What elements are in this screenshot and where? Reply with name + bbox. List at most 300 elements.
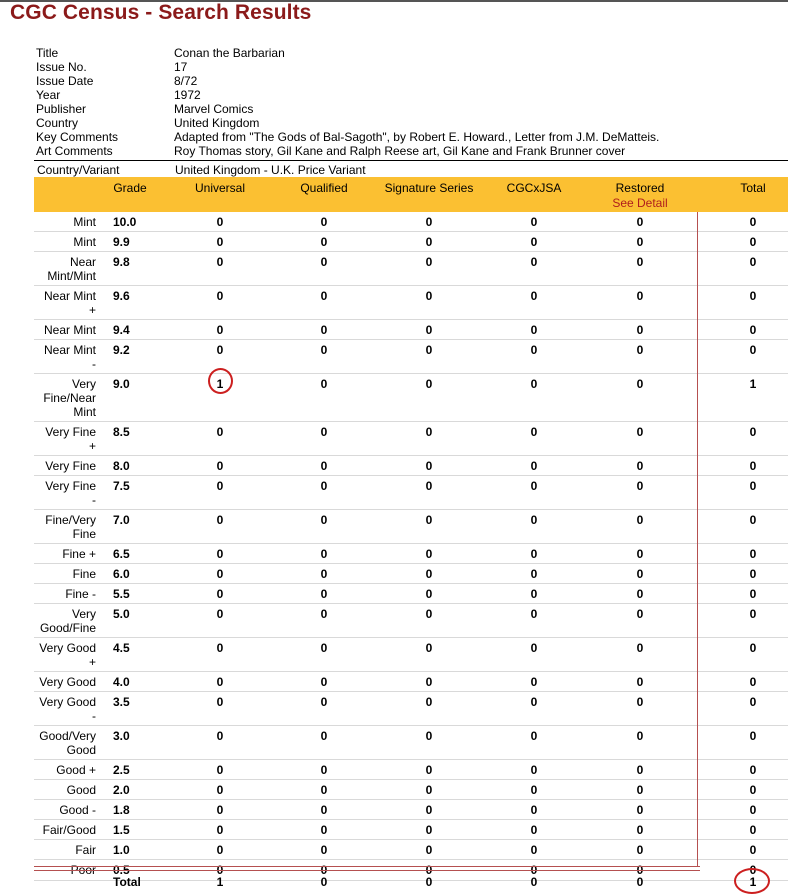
column-header-qualified: Qualified <box>300 181 348 195</box>
grade-name-line: Good <box>66 783 96 797</box>
count-signature[interactable]: 0 <box>425 513 433 527</box>
detail-value: 8/72 <box>174 74 198 88</box>
table-row <box>34 374 788 422</box>
count-qualified[interactable]: 0 <box>320 675 328 689</box>
count-restored[interactable]: 0 <box>636 729 644 743</box>
count-qualified[interactable]: 0 <box>320 459 328 473</box>
grade-name-line: Near Mint <box>43 323 96 337</box>
grade-name <box>34 215 96 229</box>
grade-name-line: Good/Fine <box>39 621 96 635</box>
grade-name-line: Mint <box>73 405 96 419</box>
detail-label: Issue Date <box>36 74 94 88</box>
table-row <box>34 422 788 456</box>
table-row <box>34 760 788 780</box>
grade-value: 1.0 <box>113 843 130 857</box>
count-universal[interactable]: 0 <box>216 763 224 777</box>
grade-name-line: Poor <box>70 863 96 877</box>
count-cgcxjsa[interactable]: 0 <box>530 675 538 689</box>
totals-row <box>34 874 788 894</box>
count-universal[interactable]: 0 <box>216 783 224 797</box>
grade-name-line: Very <box>71 607 96 621</box>
count-qualified[interactable]: 0 <box>320 729 328 743</box>
count-restored[interactable]: 0 <box>636 783 644 797</box>
grade-value: 9.6 <box>113 289 130 303</box>
total-universal[interactable]: 1 <box>216 875 224 889</box>
detail-value: Conan the Barbarian <box>174 46 285 60</box>
count-universal[interactable]: 0 <box>216 641 224 655</box>
variant-row <box>34 160 788 177</box>
count-restored[interactable]: 0 <box>636 863 644 877</box>
count-restored[interactable]: 0 <box>636 377 644 391</box>
count-universal[interactable]: 0 <box>216 343 224 357</box>
grade-name <box>34 823 96 837</box>
grade-name-line: Fine <box>72 527 96 541</box>
count-restored[interactable]: 0 <box>636 343 644 357</box>
grade-name-line: Good + <box>56 763 96 777</box>
grade-value: 9.8 <box>113 255 130 269</box>
count-universal[interactable]: 0 <box>216 547 224 561</box>
count-signature[interactable]: 0 <box>425 323 433 337</box>
count-total[interactable]: 0 <box>749 607 757 621</box>
count-universal[interactable]: 0 <box>216 567 224 581</box>
count-total[interactable]: 0 <box>749 323 757 337</box>
variant-label: Country/Variant <box>37 163 120 177</box>
count-cgcxjsa[interactable]: 0 <box>530 215 538 229</box>
count-qualified[interactable]: 0 <box>320 513 328 527</box>
count-universal[interactable]: 0 <box>216 255 224 269</box>
restored-label: Restored <box>615 181 665 195</box>
grade-name-line: Very <box>71 377 96 391</box>
count-qualified[interactable]: 0 <box>320 425 328 439</box>
count-cgcxjsa[interactable]: 0 <box>530 729 538 743</box>
count-total[interactable]: 0 <box>749 479 757 493</box>
count-cgcxjsa[interactable]: 0 <box>530 289 538 303</box>
table-row <box>34 604 788 638</box>
grade-name <box>34 843 96 857</box>
table-row <box>34 672 788 692</box>
grade-name-line: Fine/Very <box>45 513 96 527</box>
total-qualified[interactable]: 0 <box>320 875 328 889</box>
count-qualified[interactable]: 0 <box>320 479 328 493</box>
grade-name <box>34 547 96 561</box>
see-detail-link[interactable]: See Detail <box>612 196 668 210</box>
count-universal[interactable]: 0 <box>216 215 224 229</box>
count-signature[interactable]: 0 <box>425 425 433 439</box>
count-cgcxjsa[interactable]: 0 <box>530 235 538 249</box>
count-universal[interactable]: 0 <box>216 675 224 689</box>
count-restored[interactable]: 0 <box>636 675 644 689</box>
grade-name <box>34 803 96 817</box>
count-total[interactable]: 0 <box>749 235 757 249</box>
count-cgcxjsa[interactable]: 0 <box>530 459 538 473</box>
grade-name <box>34 343 96 371</box>
count-universal[interactable]: 1 <box>216 377 224 391</box>
count-total[interactable]: 0 <box>749 459 757 473</box>
grade-name-line: + <box>88 303 96 317</box>
detail-label: Issue No. <box>36 60 87 74</box>
table-row <box>34 692 788 726</box>
grade-name <box>34 459 96 473</box>
grade-name-line: Good <box>66 743 96 757</box>
count-cgcxjsa[interactable]: 0 <box>530 547 538 561</box>
table-row <box>34 820 788 840</box>
count-universal[interactable]: 0 <box>216 607 224 621</box>
grade-name <box>34 377 96 419</box>
count-cgcxjsa[interactable]: 0 <box>530 323 538 337</box>
grade-name-line: Very Fine <box>45 459 96 473</box>
grade-name-line: Fine/Near <box>43 391 96 405</box>
count-total[interactable]: 0 <box>749 255 757 269</box>
grade-value: 4.0 <box>113 675 130 689</box>
grade-name <box>34 587 96 601</box>
grade-name-line: Mint <box>73 215 96 229</box>
grade-value: 10.0 <box>113 215 137 229</box>
count-qualified[interactable]: 0 <box>320 343 328 357</box>
table-row <box>34 800 788 820</box>
grade-value: 2.0 <box>113 783 130 797</box>
count-cgcxjsa[interactable]: 0 <box>530 695 538 709</box>
page-title: CGC Census - Search Results <box>10 1 312 24</box>
count-qualified[interactable]: 0 <box>320 547 328 561</box>
count-restored[interactable]: 0 <box>636 425 644 439</box>
count-qualified[interactable]: 0 <box>320 215 328 229</box>
grade-name <box>34 567 96 581</box>
count-cgcxjsa[interactable]: 0 <box>530 863 538 877</box>
count-signature[interactable]: 0 <box>425 377 433 391</box>
grade-name-line: Fair/Good <box>42 823 96 837</box>
count-total[interactable]: 0 <box>749 289 757 303</box>
grade-name <box>34 289 96 317</box>
count-total[interactable]: 0 <box>749 513 757 527</box>
grade-name-line: - <box>92 357 96 371</box>
count-qualified[interactable]: 0 <box>320 607 328 621</box>
census-table-body <box>34 212 788 881</box>
count-universal[interactable]: 0 <box>216 459 224 473</box>
count-qualified[interactable]: 0 <box>320 235 328 249</box>
count-universal[interactable]: 0 <box>216 863 224 877</box>
count-cgcxjsa[interactable]: 0 <box>530 377 538 391</box>
detail-label: Art Comments <box>36 144 113 158</box>
count-signature[interactable]: 0 <box>425 729 433 743</box>
count-restored[interactable]: 0 <box>636 823 644 837</box>
table-row <box>34 252 788 286</box>
count-universal[interactable]: 0 <box>216 235 224 249</box>
count-universal[interactable]: 0 <box>216 513 224 527</box>
grade-name <box>34 763 96 777</box>
count-cgcxjsa[interactable]: 0 <box>530 425 538 439</box>
count-qualified[interactable]: 0 <box>320 863 328 877</box>
grade-name <box>34 425 96 453</box>
count-total[interactable]: 0 <box>749 343 757 357</box>
detail-value: Marvel Comics <box>174 102 254 116</box>
grade-name-line: Very Good <box>39 695 96 709</box>
count-total[interactable]: 0 <box>749 641 757 655</box>
grade-name <box>34 323 96 337</box>
count-restored[interactable]: 0 <box>636 215 644 229</box>
count-qualified[interactable]: 0 <box>320 377 328 391</box>
count-total[interactable]: 0 <box>749 675 757 689</box>
table-row <box>34 638 788 672</box>
count-total[interactable]: 1 <box>749 377 757 391</box>
count-restored[interactable]: 0 <box>636 513 644 527</box>
detail-label: Publisher <box>36 102 87 116</box>
grade-name <box>34 255 96 283</box>
count-signature[interactable]: 0 <box>425 479 433 493</box>
count-restored[interactable]: 0 <box>636 479 644 493</box>
grade-name-line: Near Mint <box>43 343 96 357</box>
count-signature[interactable]: 0 <box>425 803 433 817</box>
count-cgcxjsa[interactable]: 0 <box>530 823 538 837</box>
count-total[interactable]: 0 <box>749 547 757 561</box>
grade-name <box>34 513 96 541</box>
count-total[interactable]: 0 <box>749 763 757 777</box>
count-signature[interactable]: 0 <box>425 763 433 777</box>
table-row <box>34 544 788 564</box>
grade-name-line: Fine + <box>62 547 96 561</box>
table-row <box>34 340 788 374</box>
grade-name <box>34 607 96 635</box>
table-row <box>34 320 788 340</box>
count-qualified[interactable]: 0 <box>320 843 328 857</box>
grade-name <box>34 235 96 249</box>
count-total[interactable]: 0 <box>749 823 757 837</box>
count-qualified[interactable]: 0 <box>320 803 328 817</box>
grade-value: 1.5 <box>113 823 130 837</box>
count-restored[interactable]: 0 <box>636 547 644 561</box>
grade-value: 9.2 <box>113 343 130 357</box>
count-restored[interactable]: 0 <box>636 695 644 709</box>
grade-value: 1.8 <box>113 803 130 817</box>
count-cgcxjsa[interactable]: 0 <box>530 513 538 527</box>
count-total[interactable]: 0 <box>749 695 757 709</box>
column-header-cgcxjsa: CGCxJSA <box>506 181 562 195</box>
count-signature[interactable]: 0 <box>425 459 433 473</box>
grade-name <box>34 783 96 797</box>
count-universal[interactable]: 0 <box>216 803 224 817</box>
count-cgcxjsa[interactable]: 0 <box>530 783 538 797</box>
total-signature[interactable]: 0 <box>425 875 433 889</box>
table-row <box>34 584 788 604</box>
grade-name-line: Fair <box>75 843 96 857</box>
table-row <box>34 232 788 252</box>
grade-value: 6.5 <box>113 547 130 561</box>
table-row <box>34 476 788 510</box>
total-separator <box>34 866 700 871</box>
count-cgcxjsa[interactable]: 0 <box>530 607 538 621</box>
variant-value: United Kingdom - U.K. Price Variant <box>175 163 366 177</box>
grade-name-line: Good - <box>59 803 96 817</box>
table-row <box>34 286 788 320</box>
count-cgcxjsa[interactable]: 0 <box>530 763 538 777</box>
count-qualified[interactable]: 0 <box>320 587 328 601</box>
column-header-total: Total <box>740 181 766 195</box>
grade-name <box>34 641 96 669</box>
count-total[interactable]: 0 <box>749 863 757 877</box>
detail-label: Title <box>36 46 59 60</box>
grade-name <box>34 675 96 689</box>
count-restored[interactable]: 0 <box>636 255 644 269</box>
grade-value: 0.5 <box>113 863 130 877</box>
count-universal[interactable]: 0 <box>216 587 224 601</box>
count-qualified[interactable]: 0 <box>320 763 328 777</box>
count-qualified[interactable]: 0 <box>320 289 328 303</box>
total-cgcxjsa[interactable]: 0 <box>530 875 538 889</box>
grade-name-line: Mint/Mint <box>47 269 96 283</box>
count-restored[interactable]: 0 <box>636 843 644 857</box>
table-row <box>34 510 788 544</box>
grade-name <box>34 729 96 757</box>
count-universal[interactable]: 0 <box>216 729 224 743</box>
detail-value: 17 <box>174 60 188 74</box>
count-universal[interactable]: 0 <box>216 425 224 439</box>
count-restored[interactable]: 0 <box>636 459 644 473</box>
grade-name-line: Near <box>69 255 96 269</box>
grade-value: 4.5 <box>113 641 130 655</box>
grade-name-line: Very Fine <box>45 479 96 493</box>
table-row <box>34 780 788 800</box>
count-total[interactable]: 0 <box>749 843 757 857</box>
count-total[interactable]: 0 <box>749 425 757 439</box>
table-row <box>34 840 788 860</box>
census-table-header <box>34 177 788 212</box>
total-restored[interactable]: 0 <box>636 875 644 889</box>
count-universal[interactable]: 0 <box>216 695 224 709</box>
table-row <box>34 456 788 476</box>
totals-label: Total <box>113 875 141 889</box>
count-restored[interactable]: 0 <box>636 641 644 655</box>
count-restored[interactable]: 0 <box>636 763 644 777</box>
detail-label: Country <box>36 116 79 130</box>
grade-name <box>34 695 96 723</box>
count-signature[interactable]: 0 <box>425 607 433 621</box>
grade-name-line: Very Fine <box>45 425 96 439</box>
grade-value: 7.5 <box>113 479 130 493</box>
count-signature[interactable]: 0 <box>425 783 433 797</box>
count-qualified[interactable]: 0 <box>320 567 328 581</box>
table-row <box>34 564 788 584</box>
detail-value: Roy Thomas story, Gil Kane and Ralph Reese art, Gil Kane and Frank Brunner cover <box>174 144 626 158</box>
grade-name-line: - <box>92 493 96 507</box>
count-signature[interactable]: 0 <box>425 289 433 303</box>
grade-value: 9.0 <box>113 377 130 391</box>
count-qualified[interactable]: 0 <box>320 255 328 269</box>
grade-value: 2.5 <box>113 763 130 777</box>
count-universal[interactable]: 0 <box>216 323 224 337</box>
count-restored[interactable]: 0 <box>636 289 644 303</box>
count-restored[interactable]: 0 <box>636 607 644 621</box>
count-restored[interactable]: 0 <box>636 235 644 249</box>
detail-value: 1972 <box>174 88 201 102</box>
count-total[interactable]: 0 <box>749 567 757 581</box>
grade-value: 3.0 <box>113 729 130 743</box>
grade-value: 9.4 <box>113 323 130 337</box>
grade-name-line: Very Good <box>39 641 96 655</box>
count-cgcxjsa[interactable]: 0 <box>530 587 538 601</box>
count-universal[interactable]: 0 <box>216 823 224 837</box>
grade-value: 8.5 <box>113 425 130 439</box>
count-signature[interactable]: 0 <box>425 587 433 601</box>
count-restored[interactable]: 0 <box>636 323 644 337</box>
grade-value: 5.5 <box>113 587 130 601</box>
count-cgcxjsa[interactable]: 0 <box>530 479 538 493</box>
grade-name-line: Very Good <box>39 675 96 689</box>
grade-value: 6.0 <box>113 567 130 581</box>
grade-name-line: + <box>88 439 96 453</box>
count-qualified[interactable]: 0 <box>320 823 328 837</box>
count-signature[interactable]: 0 <box>425 863 433 877</box>
detail-value: Adapted from "The Gods of Bal-Sagoth", by Robert E. Howard., Letter from J.M. DeMatteis. <box>174 130 660 144</box>
count-qualified[interactable]: 0 <box>320 641 328 655</box>
column-header-restored <box>590 181 690 210</box>
table-row <box>34 212 788 232</box>
count-signature[interactable]: 0 <box>425 343 433 357</box>
count-cgcxjsa[interactable]: 0 <box>530 803 538 817</box>
total-grand[interactable]: 1 <box>749 875 757 889</box>
grade-name <box>34 479 96 507</box>
count-total[interactable]: 0 <box>749 729 757 743</box>
grade-value: 5.0 <box>113 607 130 621</box>
count-universal[interactable]: 0 <box>216 479 224 493</box>
count-total[interactable]: 0 <box>749 803 757 817</box>
count-signature[interactable]: 0 <box>425 695 433 709</box>
count-cgcxjsa[interactable]: 0 <box>530 343 538 357</box>
count-qualified[interactable]: 0 <box>320 783 328 797</box>
count-total[interactable]: 0 <box>749 587 757 601</box>
table-row <box>34 726 788 760</box>
detail-label: Key Comments <box>36 130 119 144</box>
count-total[interactable]: 0 <box>749 215 757 229</box>
grade-value: 7.0 <box>113 513 130 527</box>
count-qualified[interactable]: 0 <box>320 323 328 337</box>
grade-value: 3.5 <box>113 695 130 709</box>
total-column-divider <box>697 212 698 867</box>
detail-label: Year <box>36 88 61 102</box>
count-restored[interactable]: 0 <box>636 803 644 817</box>
count-signature[interactable]: 0 <box>425 675 433 689</box>
count-signature[interactable]: 0 <box>425 235 433 249</box>
count-signature[interactable]: 0 <box>425 567 433 581</box>
detail-value: United Kingdom <box>174 116 260 130</box>
column-header-universal: Universal <box>194 181 245 195</box>
count-universal[interactable]: 0 <box>216 843 224 857</box>
count-signature[interactable]: 0 <box>425 255 433 269</box>
count-signature[interactable]: 0 <box>425 215 433 229</box>
count-total[interactable]: 0 <box>749 783 757 797</box>
grade-name-line: Fine - <box>65 587 96 601</box>
grade-name-line: Mint <box>73 235 96 249</box>
count-restored[interactable]: 0 <box>636 587 644 601</box>
column-header-grade: Grade <box>113 181 147 195</box>
count-qualified[interactable]: 0 <box>320 695 328 709</box>
count-cgcxjsa[interactable]: 0 <box>530 255 538 269</box>
count-signature[interactable]: 0 <box>425 547 433 561</box>
count-cgcxjsa[interactable]: 0 <box>530 641 538 655</box>
count-signature[interactable]: 0 <box>425 823 433 837</box>
count-cgcxjsa[interactable]: 0 <box>530 567 538 581</box>
count-universal[interactable]: 0 <box>216 289 224 303</box>
grade-value: 9.9 <box>113 235 130 249</box>
grade-name-line: Good/Very <box>39 729 96 743</box>
grade-value: 8.0 <box>113 459 130 473</box>
grade-name-line: Fine <box>72 567 96 581</box>
grade-name-line: - <box>92 709 96 723</box>
count-restored[interactable]: 0 <box>636 567 644 581</box>
grade-name-line: Near Mint <box>43 289 96 303</box>
column-header-signature-series: Signature Series <box>384 181 474 195</box>
count-signature[interactable]: 0 <box>425 843 433 857</box>
count-signature[interactable]: 0 <box>425 641 433 655</box>
count-cgcxjsa[interactable]: 0 <box>530 843 538 857</box>
